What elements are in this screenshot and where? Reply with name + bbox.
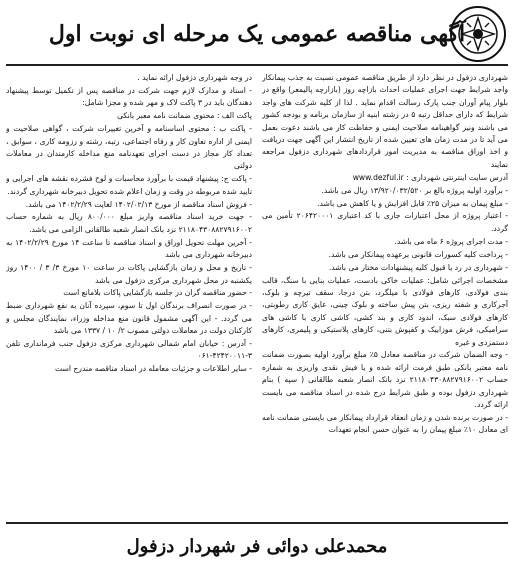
- paragraph: - آخرین مهلت تحویل اوراق و اسناد مناقصه تا ساعت ۱۴ مورخ ۱۴۰۲/۲/۲۹ به دبیرخانه شهرداری می باشد: [6, 237, 252, 260]
- paragraph: آدرس سایت اینترنتی شهرداری : www.dezful.ir: [352, 172, 508, 182]
- left-column: [6, 72, 252, 511]
- ad-body: [6, 66, 508, 511]
- paragraph: - اسناد و مدارک لازم جهت شرکت در مناقصه پس از تکمیل توسط پیشنهاد دهندگان باید در ۳ پاکت لاک و مهر شده و مجزا شامل:: [6, 85, 252, 108]
- paragraph: - پرداخت کلیه کسورات قانونی برعهده پیمانکار می باشد.: [328, 249, 508, 259]
- paragraph: پاکت الف : محتوی ضمانت نامه معبر بانکی: [117, 111, 252, 121]
- paragraph: - مدت اجرای پروژه ۶ ماه می باشد.: [394, 236, 508, 246]
- paragraph: - آدرس : خیابان امام شمالی شهرداری مرکزی دزفول جنب فرمانداری تلفن ۳-۴۲۴۲۰۰۱۱-۰۶۱: [6, 339, 252, 361]
- municipality-emblem-icon: [450, 6, 506, 62]
- paragraph: در وجه شهرداری دزفول ارائه نماید .: [137, 73, 252, 82]
- emblem-graphic: [456, 12, 500, 56]
- paragraph: - پاکت ب : محتوی اساسنامه و آخرین تغییرات شرکت ، گواهی صلاحیت و ایمنی از اداره تعاون کار و رفاه اجتماعی، رتبه، رشته و رزومه کاری ، سوابق ، تعداد کار مجاز در دست اجرای تعهدنامه منع مداخله کارمندان در معاملات دولتی: [6, 124, 252, 171]
- paragraph: - در صورت برنده شدن و زمان انعقاد قرارداد پیمانکار می بایستی ضمانت نامه ای معادل ۱۰٪ مبلغ پیمان را به عنوان حسن انجام تعهدات: [262, 412, 508, 435]
- paragraph: - برآورد اولیه پروژه بالغ بر ۱۳/۹۲۰/۰۳۲/۵۲۰ ریال می باشد.: [321, 185, 508, 195]
- ad-footer: [6, 522, 508, 568]
- paragraph: شهرداری دزفول در نظر دارد از طریق مناقصه عمومی نسبت به جذب پیمانکار واجد شرایط جهت اجرای عملیات احداث بازاچه روز (بازارچه پالیمعر) واقع در بلوار پیام آوران جنب پارک رسالت اقدام نماید . لذا از کلیه شرکت های واجد شرایط که دارای حداقل رتبه ۵ در رشته ابنیه از سازمان برنامه و بودجه کشور می باشند ونیز گواهینامه صلاحیت ایمنی و حفاظت کار می باشند دعوت بعمل می آید تا در مدت زمان های تعیین شده از تاریخ انتشار این آگهی جهت دریافت و اخذ اوراق مناقصه به مدیریت امور قراردادهای شهرداری دزفول مراجعه نمایند: [262, 73, 508, 169]
- paragraph: - مبلغ پیمان به میزان ۲۵٪ قابل افزایش و یا کاهش می باشد.: [317, 198, 508, 208]
- mayor-signature: محمدعلی دوائی فر شهردار دزفول: [126, 535, 388, 557]
- paragraph: - پاکت ج: پیشنهاد قیمت با برآورد محاسبات و لوح فشرده نقشه های اجرایی و تایید شده مربوطه در وقت و زمان اعلام شده تحویل دبیرخانه شهرداری گردند.: [6, 174, 252, 196]
- paragraph: - فروش اسناد مناقصه از مورخ ۱۴۰۲/۰۲/۱۳ لغایت ۱۴۰۲/۲/۲۹ می باشد.: [25, 199, 252, 209]
- paragraph: - شهرداری در رد یا قبول کلیه پیشنهادات مختار می باشد.: [328, 262, 508, 272]
- paragraph: - جهت خرید اسناد مناقصه واریز مبلغ ۸۰۰/۰۰۰ ریال به شماره حساب ۲۱۱۸۰۴۳۰۸۸۲۷۹۱۶۰۰۲ نزد بانک انصار شعبه طالقانی الزامی می باشد.: [6, 212, 252, 234]
- paragraph: - سایر اطلاعات و جزئیات معامله در اسناد مناقصه مندرج است: [55, 364, 252, 374]
- paragraph: مشخصات اجرائی شامل: عملیات خاکی بادست، عملیات بنایی با سنگ، قالب بندی فولادی، کارهای فولادی با میلگرد، بتن درجا، سقف تیرچه و بلوک، آجرکاری و شفته ریزی، بتن پیش ساخته و بلوک چینی، عایق کاری رطوبتی، کارهای فولادی سبک، اندود کاری و بند کشی، کاشی کاری با کاشی های سرامیکی، فرش موزاییک و کفپوش بتنی، کارهای پلاستیکی و پلیمری، کارهای دستمزدی و غیره: [262, 275, 508, 347]
- ad-title: آگهی مناقصه عمومی یک مرحله ای نوبت اول: [48, 21, 466, 47]
- ad-header: [6, 4, 508, 66]
- paragraph: - حضور مناقصه گران در جلسه بازگشایی پاکات بلامانع است: [63, 288, 252, 298]
- paragraph: - در صورت انصراف برندگان اول تا سوم، سپرده آنان به نفع شهرداری ضبط می گردد. - این آگهی مشمول قانون منع مداخله وزراء، نمایندگان مجلس و کارکنان دولت در معاملات دولتی مصوب ۲/ ۱۰ / ۱۳۳۷ می باشد: [6, 301, 252, 336]
- right-column: [262, 72, 508, 511]
- paragraph: - اعتبار پروژه از محل اعتبارات جاری با کد اعتباری ۲۰۶۴۲۰۰۰۱ تأمین می گردد.: [262, 211, 508, 233]
- paragraph: - تاریخ و محل و زمان بازگشایی پاکات در ساعت ۱۰ مورخ ۳/ ۳ / ۱۴۰۰ روز یکشنبه در محل شهرداری مرکزی دزفول می باشد: [6, 263, 252, 285]
- paragraph: - وجه الضمان شرکت در مناقصه معادل ۵٪ مبلغ برآورد اولیه بصورت ضمانت نامه معتبر بانکی طبق فرمت ارائه شده و یا فیش نقدی واریزی به شماره حساب ۲۱۱۸۰۴۳۰۸۸۲۷۹۱۶۰۰۲ نزد بانک انصار شعبه طالقانی ( سپه ) بنام شهرداری دزفول بوده و طبق شرایط درج شده در اسناد مناقصه می بایست ارائه گردد.: [262, 350, 508, 410]
